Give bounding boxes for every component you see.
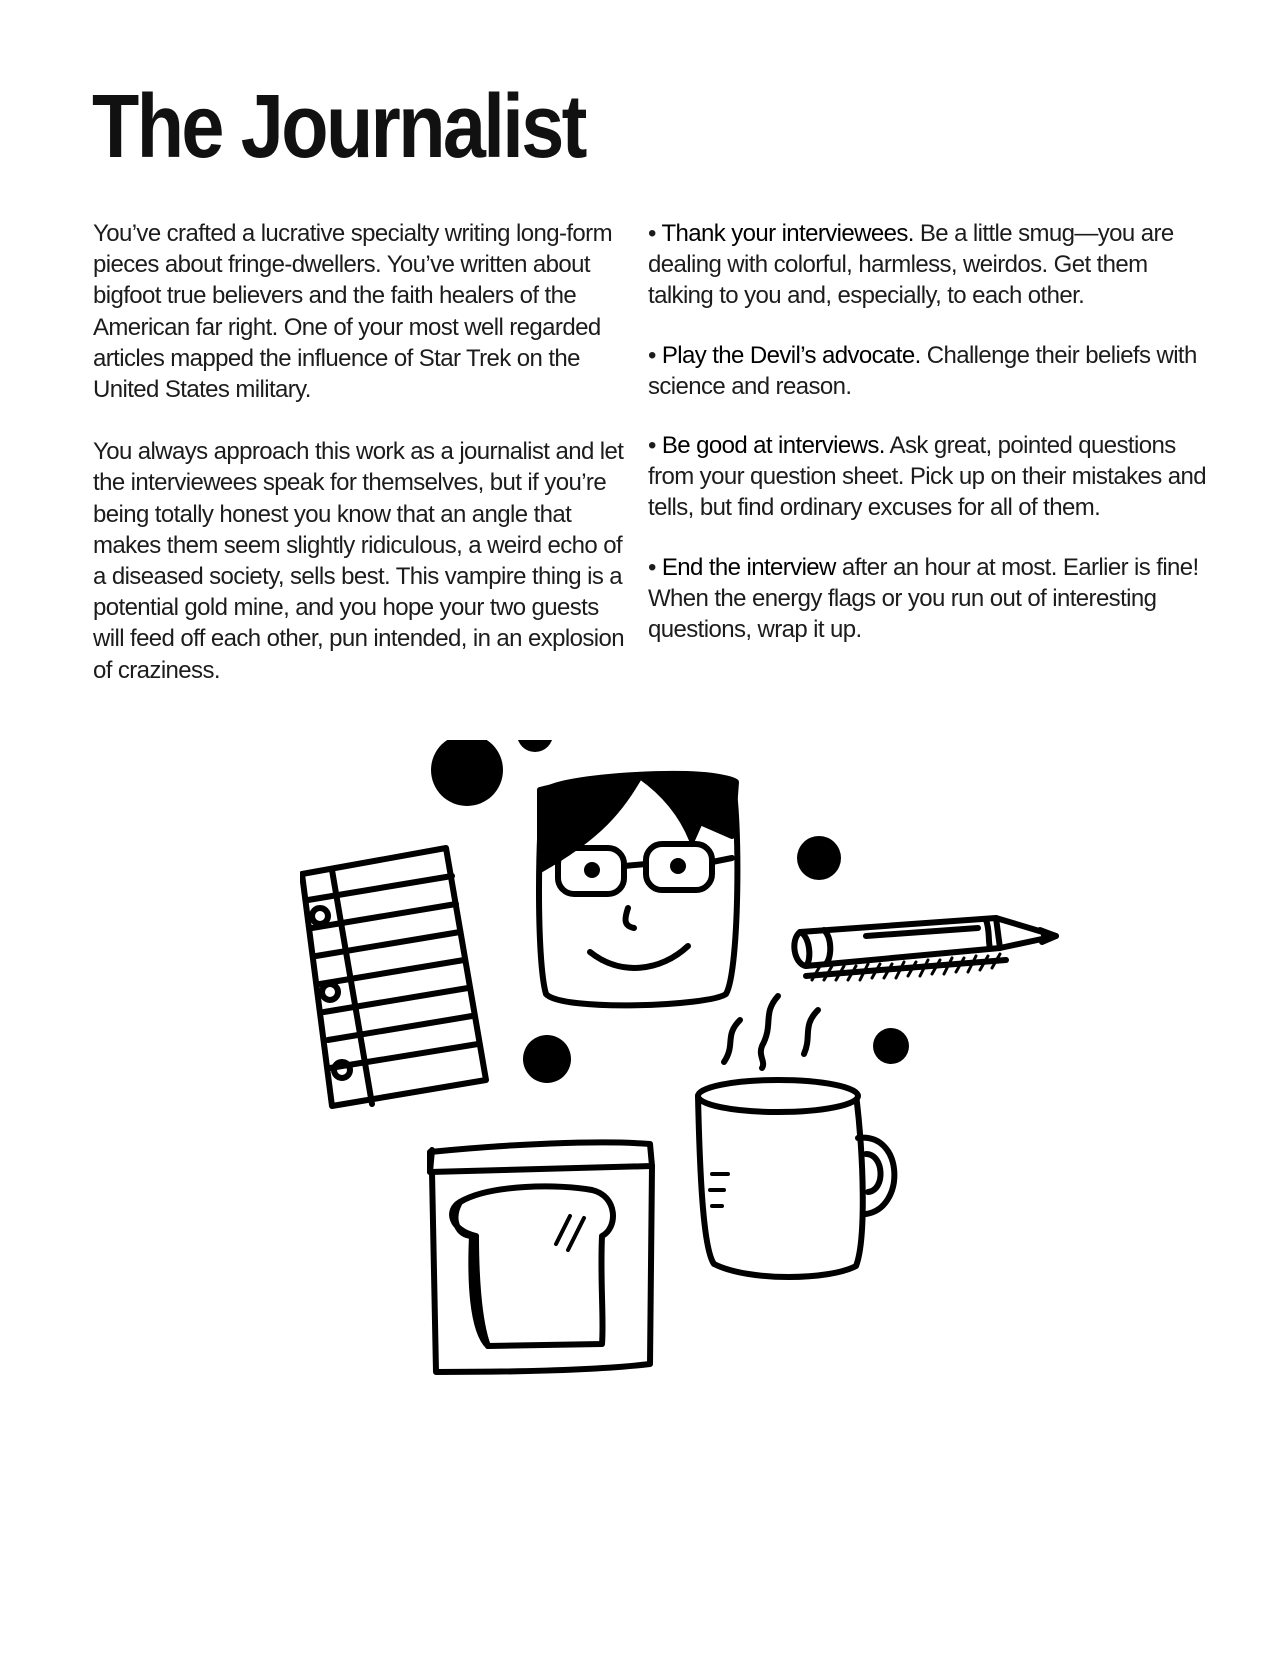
instructions-column: [648, 218, 1208, 673]
instruction-lead: Thank your interviewees.: [661, 220, 914, 247]
instruction-body: after an hour at most. Earlier is fine! When the energy flags or you run out of interesting questions, wrap it up.: [648, 553, 1199, 644]
notepad-icon: [302, 848, 486, 1106]
bullet: •: [648, 553, 662, 581]
steam-icon: [724, 996, 818, 1068]
instruction-item: [648, 218, 1208, 312]
instruction-body: Challenge their beliefs with science and reason.: [648, 341, 1197, 400]
instruction-lead: Be good at interviews.: [661, 432, 885, 460]
journalist-illustration: [300, 740, 1120, 1460]
page-title: The Journalist: [92, 77, 585, 177]
intro-paragraph: You always approach this work as a journalist and let the interviewees speak for themselves, but if you’re being totally honest you know that an angle that makes them seem slightly ridiculous, a weird echo of a diseased society, sells best. This vampire thing is a potential gold mine, and you hope your two guests will feed off each other, pun intended, in an explosion of craziness.: [93, 438, 624, 684]
instruction-item: [648, 552, 1208, 646]
face-with-glasses-icon: [539, 774, 737, 1005]
bullet: •: [648, 220, 662, 247]
instruction-item: [648, 340, 1208, 402]
bullet: •: [648, 432, 662, 460]
intro-paragraph: You’ve crafted a lucrative specialty writing long-form pieces about fringe-dwellers. You’ve written about bigfoot true believers and the faith healers of the American far right. One of your most well regarded articles mapped the influence of Star Trek on the United States military.: [93, 220, 612, 404]
coffee-mug-icon: [698, 1080, 894, 1277]
instruction-lead: End the interview: [661, 553, 836, 581]
instruction-lead: Play the Devil’s advocate.: [661, 341, 921, 369]
instruction-body: Ask great, pointed questions from your question sheet. Pick up on their mistakes and tells, but find ordinary excuses for all of them.: [648, 432, 1206, 522]
pencil-icon: [794, 918, 1056, 980]
intro-column: [93, 218, 633, 717]
bullet: •: [648, 341, 662, 369]
instruction-item: [648, 430, 1208, 524]
sandwich-bag-icon: [430, 1142, 652, 1372]
instruction-body: Be a little smug—you are dealing with colorful, harmless, weirdos. Get them talking to you and, especially, to each other.: [648, 220, 1174, 310]
